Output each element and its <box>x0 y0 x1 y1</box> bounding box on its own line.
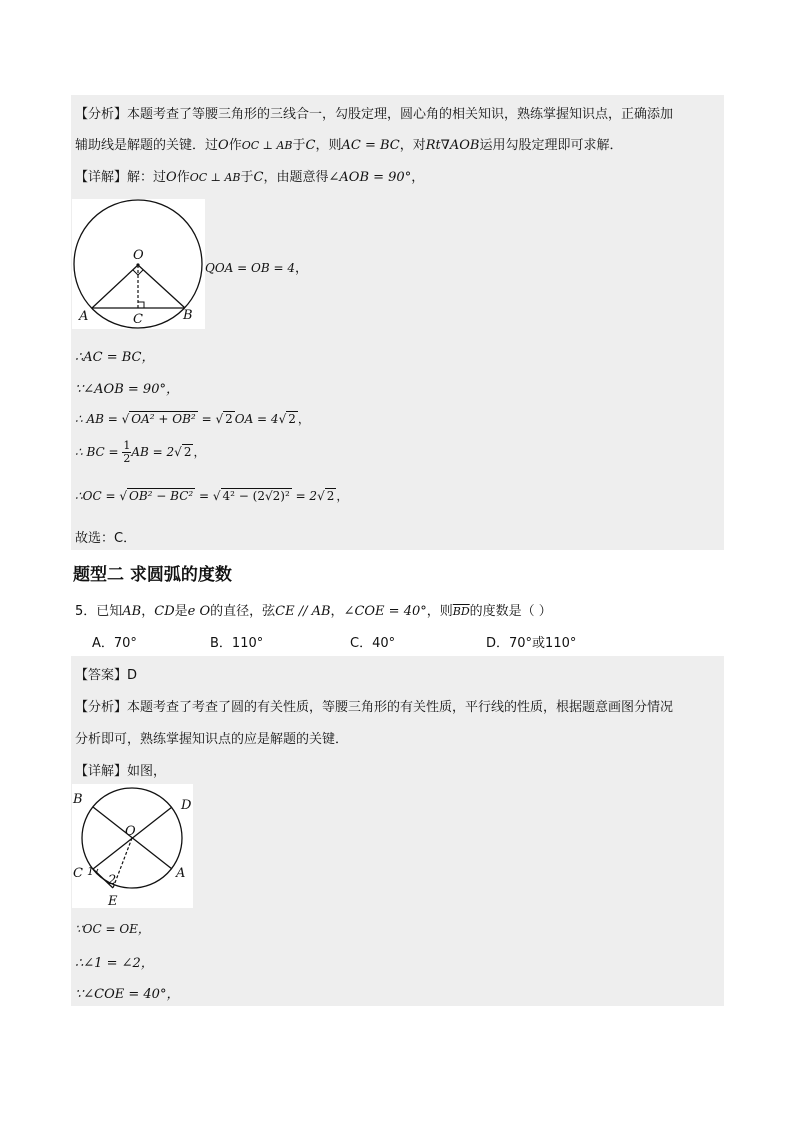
step-5: ∴OC = √ OB² − BC² = √ 4² − (2√2)² = 2√ 2 ， <box>75 489 349 503</box>
punctuation: ， <box>193 445 206 459</box>
math-radicand: 4² − (2√2)² <box>222 489 290 503</box>
label-o: O <box>133 248 144 263</box>
math-expr: ∵OC = OE， <box>75 922 150 936</box>
label-angle-1: 1 <box>87 865 94 878</box>
answer-text: 故选：C． <box>75 531 137 546</box>
question-text: 5．已知 <box>75 604 123 619</box>
detail-text: ， <box>411 170 425 185</box>
math-expr: = <box>197 412 216 426</box>
figure-background <box>72 784 193 908</box>
math-radicand: OB² − BC² <box>129 489 194 503</box>
question-text: ， <box>141 604 155 619</box>
analysis-text: 于 <box>292 138 306 153</box>
given-line <box>205 257 308 276</box>
label-d: D <box>181 798 192 813</box>
detail-text: 【详解】如图， <box>75 764 167 779</box>
answer-text: 【答案】D <box>75 668 138 683</box>
fraction-denominator: 2 <box>123 452 131 465</box>
label-b: B <box>183 308 193 323</box>
label-c: C <box>73 866 83 881</box>
fraction-numerator: 1 <box>123 439 131 452</box>
analysis-line-2 <box>75 134 622 153</box>
math-expr: AC = BC <box>341 138 400 153</box>
circle-diameters-figure <box>72 784 193 908</box>
step-1 <box>75 346 155 365</box>
detail-line <box>75 166 424 185</box>
label-c: C <box>133 312 143 327</box>
analysis-line-4 <box>75 728 348 747</box>
math-expr: ∴AC = BC， <box>75 350 155 365</box>
math-radicand: OA² + OB² <box>131 412 196 426</box>
answer-line <box>75 527 136 546</box>
math-expr: ∵∠AOB = 90°， <box>75 382 179 397</box>
math-radicand: 2 <box>288 412 296 426</box>
analysis-text: 作 <box>228 138 242 153</box>
analysis-text: ，对 <box>399 138 426 153</box>
analysis-line-3 <box>75 696 673 715</box>
step-2-3 <box>75 983 179 1002</box>
math-expr: AB = 2 <box>131 445 175 459</box>
detail-text: 作 <box>176 170 190 185</box>
label-e: E <box>108 894 118 908</box>
punctuation: ， <box>295 261 309 276</box>
label-angle-2: 2 <box>108 873 117 888</box>
step-3: ∴ AB = √ OA² + OB² = √ 2 OA = 4√ 2 ， <box>75 412 310 426</box>
analysis-text: 【分析】本题考查了等腰三角形的三线合一，勾股定理，圆心角的相关知识，熟练掌握知识点，正确添加 <box>75 107 674 122</box>
arc-bd: $\overline{BD}$ <box>452 605 470 618</box>
math-var: O <box>218 138 229 153</box>
label-a: A <box>79 309 89 324</box>
math-expr: CD <box>154 604 175 619</box>
analysis-text: 【分析】本题考查了考查了圆的有关性质，等腰三角形的有关性质，平行线的性质，根据题意画图分情况 <box>75 700 674 715</box>
math-expr: = 2 <box>291 489 318 503</box>
question-5-stem <box>75 600 552 619</box>
math-expr: ∠COE = 40° <box>343 604 427 619</box>
option-a: A．70° <box>92 636 137 651</box>
math-radicand: 2 <box>183 445 192 459</box>
fraction-half <box>122 440 131 465</box>
detail-text: ，由题意得 <box>263 170 329 185</box>
math-radicand: 2 <box>225 412 233 426</box>
option-c: C．40° <box>350 636 396 651</box>
analysis-text: 辅助线是解题的关键．过 <box>75 138 219 153</box>
math-expr: ∴ AB = <box>75 412 122 426</box>
option-d: D．70°或110° <box>486 636 577 651</box>
punctuation: ， <box>297 412 310 426</box>
math-expr: OC ⊥ AB <box>189 171 241 184</box>
analysis-text: 分析即可，熟练掌握知识点的应是解题的关键． <box>75 732 349 747</box>
math-expr: Rt∇AOB <box>425 138 480 153</box>
step-4: ∴ BC = $\frac{1}{2}$ AB = 2√ 2 ， <box>75 439 206 465</box>
punctuation: ， <box>336 489 349 503</box>
math-var: O <box>166 170 177 185</box>
circle-triangle-figure <box>72 199 205 329</box>
step-2 <box>75 378 179 397</box>
math-expr: ∴ BC = <box>75 445 123 459</box>
detail-text: 于 <box>240 170 254 185</box>
question-text: 的直径，弦 <box>210 604 276 619</box>
math-expr: ∴∠1 = ∠2， <box>75 956 154 971</box>
label-o: O <box>125 824 136 839</box>
question-text: 是 <box>174 604 188 619</box>
math-var: C <box>253 170 264 185</box>
math-expr: ∴OC = <box>75 489 120 503</box>
math-expr: CE // AB <box>275 604 331 619</box>
math-var: C <box>305 138 316 153</box>
question-text: ， <box>330 604 344 619</box>
math-expr: ∠AOB = 90° <box>328 170 412 185</box>
label-b: B <box>73 792 83 807</box>
section-heading: 题型二 求圆弧的度数 <box>73 565 232 585</box>
analysis-line-1 <box>75 103 673 122</box>
option-b: B．110° <box>210 636 264 651</box>
detail-line-2 <box>75 760 166 779</box>
math-expr: OC ⊥ AB <box>241 139 293 152</box>
math-radicand: 2 <box>326 489 335 503</box>
math-expr: QOA = OB = 4 <box>205 261 295 275</box>
answer-line-2 <box>75 664 137 683</box>
math-expr: e O <box>187 604 211 619</box>
math-expr: ∵∠COE = 40°， <box>75 987 180 1002</box>
label-a: A <box>176 866 186 881</box>
question-text: ，则 <box>426 604 453 619</box>
analysis-text: ，则 <box>315 138 342 153</box>
math-expr: OA = 4 <box>234 412 279 426</box>
step-2-1 <box>75 920 150 937</box>
detail-text: 【详解】解：过 <box>75 170 167 185</box>
question-text: 的度数是（ ） <box>469 604 552 619</box>
step-2-2 <box>75 952 154 971</box>
math-expr: = <box>195 489 213 503</box>
math-expr: AB <box>122 604 142 619</box>
center-point <box>136 263 139 266</box>
analysis-text: 运用勾股定理即可求解． <box>479 138 623 153</box>
